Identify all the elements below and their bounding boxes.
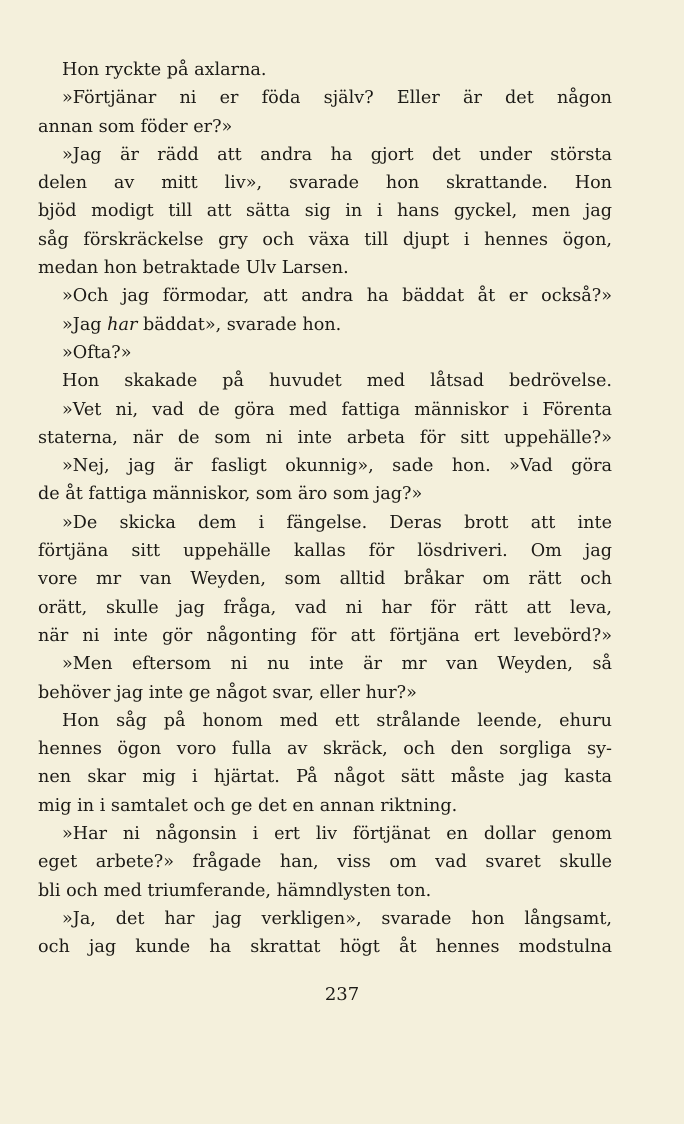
italic-word: har [107, 314, 138, 335]
text-line: vore mr van Weyden, som alltid bråkar om rätt och [38, 569, 612, 590]
text-line: »De skicka dem i fängelse. Deras brott att inte [62, 512, 612, 533]
text-line: staterna, när de som ni inte arbeta för sitt uppehälle?» [38, 427, 612, 448]
text-line: »Har ni någonsin i ert liv förtjänat en dollar genom [62, 824, 612, 845]
text-line: såg förskräckelse gry och växa till djupt i hennes ögon, [38, 229, 612, 250]
text-line: »Ja, det har jag verkligen», svarade hon långsamt, [62, 908, 612, 929]
text-line: »Nej, jag är fasligt okunnig», sade hon. »Vad göra [62, 456, 612, 477]
text-line: eget arbete?» frågade han, viss om vad svaret skulle [38, 852, 612, 873]
text-line: förtjäna sitt uppehälle kallas för lösdriveri. Om jag [38, 541, 612, 562]
text-line: »Jag är rädd att andra ha gjort det under största [62, 144, 612, 165]
text-line: och jag kunde ha skrattat högt åt hennes modstulna [38, 937, 612, 958]
text-line: annan som föder er?» [38, 116, 233, 137]
text-line: Hon skakade på huvudet med låtsad bedrövelse. [62, 371, 612, 392]
body-text [38, 56, 612, 962]
text-line: Hon ryckte på axlarna. [62, 60, 267, 80]
text-line [38, 311, 612, 339]
text-segment: bäddat», svarade hon. [137, 314, 342, 335]
text-line: behöver jag inte ge något svar, eller hur?» [38, 682, 417, 703]
text-line: »Och jag förmodar, att andra ha bäddat åt er också?» [62, 286, 612, 307]
text-line: »Ofta?» [62, 342, 132, 363]
text-line: »Men eftersom ni nu inte är mr van Weyden, så [62, 654, 612, 675]
text-line: när ni inte gör någonting för att förtjäna ert levebörd?» [38, 625, 612, 646]
text-line: de åt fattiga människor, som äro som jag?» [38, 484, 423, 505]
text-line: bjöd modigt till att sätta sig in i hans gyckel, men jag [38, 201, 612, 222]
page-number: 237 [324, 984, 360, 1005]
text-line: hennes ögon voro fulla av skräck, och den sorgliga sy- [38, 739, 612, 760]
text-line: »Förtjänar ni er föda själv? Eller är det någon [62, 88, 612, 109]
text-line: bli och med triumferande, hämndlysten ton. [38, 880, 432, 901]
text-line: medan hon betraktade Ulv Larsen. [38, 258, 349, 279]
text-line: delen av mitt liv», svarade hon skrattande. Hon [38, 173, 612, 194]
text-line: nen skar mig i hjärtat. På något sätt måste jag kasta [38, 767, 612, 788]
text-segment: »Jag [62, 314, 108, 335]
text-line: »Vet ni, vad de göra med fattiga människor i Förenta [62, 399, 612, 420]
text-line: mig in i samtalet och ge det en annan riktning. [38, 795, 458, 816]
text-line: orätt, skulle jag fråga, vad ni har för rätt att leva, [38, 597, 612, 618]
text-line: Hon såg på honom med ett strålande leende, ehuru [62, 710, 612, 731]
